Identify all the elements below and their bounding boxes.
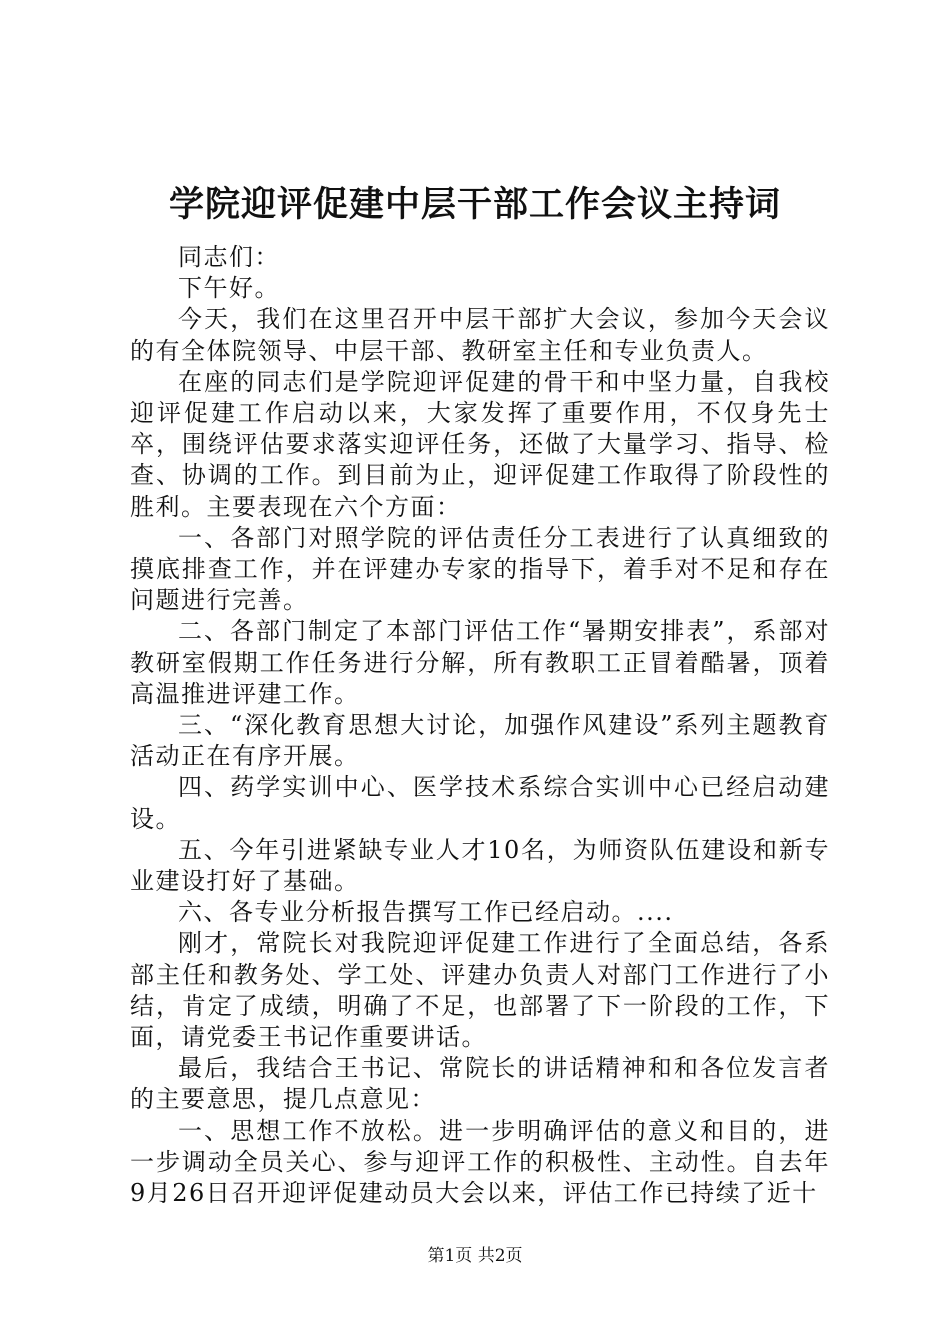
paragraph-point-5: 五、今年引进紧缺专业人才10名，为师资队伍建设和新专业建设打好了基础。 — [130, 835, 830, 896]
paragraph-greeting: 同志们： — [178, 243, 280, 271]
paragraph-point-3: 三、“深化教育思想大讨论，加强作风建设”系列主题教育活动正在有序开展。 — [130, 711, 830, 771]
paragraph-achievements-summary: 在座的同志们是学院迎评促建的骨干和中坚力量，自我校迎评促建工作启动以来，大家发挥了重要作用，不仅身先士卒，围绕评估要求落实迎评任务，还做了大量学习、指导、检查、协调的工作。到目前为止，迎评促建工作取得了阶段性的胜利。主要表现在六个方面： — [130, 367, 830, 521]
paragraph-opinion-1: 一、思想工作不放松。进一步明确评估的意义和目的，进一步调动全员关心、参与迎评工作的积极性、主动性。自去年9月26日召开迎评促建动员大会以来，评估工作已持续了近十 — [130, 1116, 830, 1208]
paragraph-point-4: 四、药学实训中心、医学技术系综合实训中心已经启动建设。 — [130, 773, 830, 833]
paragraph-meeting-intro: 今天，我们在这里召开中层干部扩大会议，参加今天会议的有全体院领导、中层干部、教研室主任和专业负责人。 — [130, 305, 830, 365]
paragraph-speech-transition: 刚才，常院长对我院迎评促建工作进行了全面总结，各系部主任和教务处、学工处、评建办负责人对部门工作进行了小结，肯定了成绩，明确了不足，也部署了下一阶段的工作，下面，请党委王书记作重要讲话。 — [130, 929, 830, 1052]
paragraph-closing-intro: 最后，我结合王书记、常院长的讲话精神和和各位发言者的主要意思，提几点意见： — [130, 1054, 830, 1114]
page-number-footer: 第1页 共2页 — [427, 1246, 523, 1266]
paragraph-point-6: 六、各专业分析报告撰写工作已经启动。.... — [178, 898, 674, 927]
paragraph-salutation: 下午好。 — [178, 274, 280, 303]
document-title: 学院迎评促建中层干部工作会议主持词 — [168, 184, 781, 225]
paragraph-point-2: 二、各部门制定了本部门评估工作“暑期安排表”，系部对教研室假期工作任务进行分解，所有教职工正冒着酷暑，顶着高温推进评建工作。 — [130, 617, 830, 708]
document-body — [130, 242, 830, 1209]
paragraph-point-1: 一、各部门对照学院的评估责任分工表进行了认真细致的摸底排查工作，并在评建办专家的指导下，着手对不足和存在问题进行完善。 — [130, 523, 830, 615]
